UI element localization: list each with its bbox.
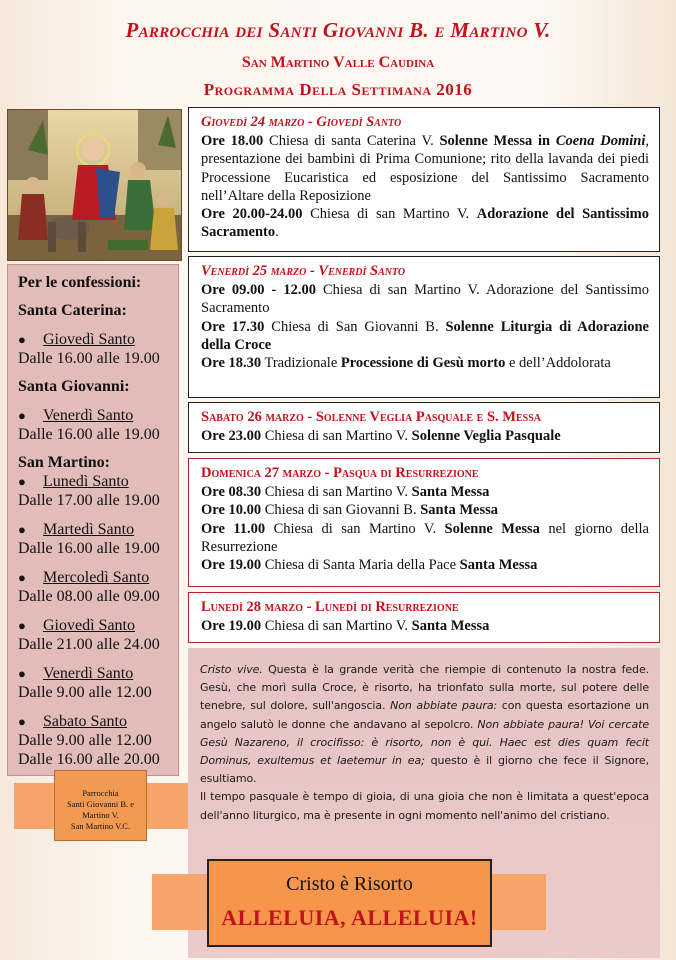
- banner-line-1: Cristo è Risorto: [286, 873, 413, 895]
- stamp-line: Parrocchia: [82, 788, 119, 798]
- event-line: Ore 23.00 Chiesa di san Martino V. Solenne Veglia Pasquale: [201, 428, 561, 445]
- list-item: [18, 616, 178, 635]
- event-title: Lunedì 28 marzo - Lunedì di Resurrezione: [201, 599, 459, 615]
- time-range: Dalle 9.00 alle 12.00: [18, 732, 152, 749]
- reflection-paragraph: Il tempo pasquale è tempo di gioia, di una gioia che non è limitata a quest'epoca dell'anno liturgico, ma è presente in ogni momento nell'animo del cristiano.: [200, 790, 649, 822]
- event-title: Domenica 27 marzo - Pasqua di Resurrezione: [201, 465, 479, 481]
- day-label: Sabato Santo: [43, 713, 127, 730]
- time-range: Dalle 08.00 alle 09.00: [18, 588, 160, 605]
- easter-banner: [207, 859, 492, 947]
- banner-ribbon-left: [152, 874, 212, 930]
- parish-stamp: [54, 770, 147, 841]
- list-item: [18, 664, 178, 683]
- bullet-icon: ●: [18, 618, 26, 633]
- place-san-martino: San Martino:: [18, 454, 110, 471]
- bullet-icon: ●: [18, 570, 26, 585]
- list-item: [18, 406, 178, 425]
- time-range: Dalle 17.00 alle 19.00: [18, 492, 160, 509]
- palm-sunday-painting: [7, 109, 182, 261]
- event-saturday: [188, 402, 660, 453]
- day-label: Martedì Santo: [43, 521, 135, 538]
- event-line: Ore 17.30 Chiesa di San Giovanni B. Solenne Liturgia di Adorazione della Croce: [201, 318, 649, 353]
- event-line: Ore 20.00-24.00 Chiesa di san Martino V. Adorazione del Santissimo Sacramento.: [201, 206, 649, 241]
- event-monday: [188, 592, 660, 643]
- event-sunday: [188, 458, 660, 587]
- bullet-icon: ●: [18, 522, 26, 537]
- stamp-ribbon-right: [142, 783, 192, 829]
- bullet-icon: ●: [18, 714, 26, 729]
- event-line: Ore 10.00 Chiesa di san Giovanni B. Santa Messa: [201, 502, 498, 519]
- place-santa-caterina: Santa Caterina:: [18, 302, 127, 319]
- bullet-icon: ●: [18, 474, 26, 489]
- day-label: Venerdì Santo: [43, 407, 134, 424]
- confessions-panel: [7, 264, 179, 776]
- time-range: Dalle 16.00 alle 19.00: [18, 350, 160, 367]
- bullet-icon: ●: [18, 666, 26, 681]
- bullet-icon: ●: [18, 408, 26, 423]
- event-line: Ore 08.30 Chiesa di san Martino V. Santa Messa: [201, 484, 490, 501]
- stamp-line: Santi Giovanni B. e: [66, 799, 135, 809]
- list-item: [18, 568, 178, 587]
- stamp-line: San Martino V.C.: [70, 821, 131, 831]
- list-item: [18, 520, 178, 539]
- list-item: [18, 472, 178, 491]
- town-subtitle: San Martino Valle Caudina: [241, 54, 435, 71]
- event-title: Venerdì 25 marzo - Venerdì Santo: [201, 263, 406, 279]
- place-santa-giovanni: Santa Giovanni:: [18, 378, 130, 395]
- event-friday: [188, 256, 660, 398]
- event-line: Ore 18.30 Tradizionale Processione di Gesù morto e dell’Addolorata: [201, 355, 611, 372]
- event-title: Giovedì 24 marzo - Giovedì Santo: [201, 114, 402, 130]
- event-title: Sabato 26 marzo - Solenne Veglia Pasquale e S. Messa: [201, 409, 541, 425]
- stamp-line: Martino V.: [82, 810, 119, 820]
- event-line: Ore 11.00 Chiesa di san Martino V. Solenne Messa nel giorno della Resurrezione: [201, 520, 649, 555]
- event-line: Ore 09.00 - 12.00 Chiesa di san Martino V. Adorazione del Santissimo Sacramento: [201, 282, 650, 317]
- list-item: [18, 330, 178, 349]
- day-label: Giovedì Santo: [43, 331, 135, 348]
- day-label: Mercoledì Santo: [43, 569, 150, 586]
- event-line: Ore 19.00 Chiesa di Santa Maria della Pace Santa Messa: [201, 557, 538, 574]
- reflection-text: [200, 661, 649, 825]
- day-label: Giovedì Santo: [43, 617, 135, 634]
- time-range: Dalle 21.00 alle 24.00: [18, 636, 160, 653]
- list-item: [18, 712, 178, 731]
- parish-title: Parrocchia dei Santi Giovanni B. e Martino V.: [125, 18, 551, 42]
- event-line: Ore 18.00 Chiesa di santa Caterina V. Solenne Messa in Coena Domini, presentazione dei bambini di Prima Comunione; rito della lavanda dei piedi Processione Eucaristica ed esposizione del Santissimo Sacramento nell’Altare della Reposizione: [201, 133, 650, 204]
- time-range: Dalle 16.00 alle 19.00: [18, 540, 160, 557]
- painting-image: [8, 110, 182, 261]
- event-thursday: [188, 107, 660, 252]
- day-label: Venerdì Santo: [43, 665, 134, 682]
- time-range: Dalle 9.00 alle 12.00: [18, 684, 152, 701]
- time-range: Dalle 16.00 alle 19.00: [18, 426, 160, 443]
- time-range: Dalle 16.00 alle 20.00: [18, 751, 160, 768]
- event-line: Ore 19.00 Chiesa di san Martino V. Santa Messa: [201, 618, 490, 635]
- program-heading: Programma Della Settimana 2016: [203, 80, 473, 99]
- banner-line-2: ALLELUIA, ALLELUIA!: [221, 905, 478, 930]
- banner-ribbon-right: [486, 874, 546, 930]
- confessions-heading: Per le confessioni:: [18, 274, 142, 291]
- bullet-icon: ●: [18, 332, 26, 347]
- day-label: Lunedì Santo: [43, 473, 129, 490]
- reflection-paragraph: Cristo vive. Questa è la grande verità che riempie di contenuto la nostra fede. Gesù, che morì sulla Croce, è risorto, ha trionfato sulla morte, sul potere delle tenebre, sul dolore, sull'angoscia. Non abbiate paura: con questa esortazione un angelo salutò le donne che andavano al sepolcro. Non abbiate paura! Voi cercate Gesù Nazareno, il crocifisso: è risorto, non è qui. Haec est dies quam fecit Dominus, exultemus et laetemur in ea; questo è il giorno che fece il Signore, esultiamo.: [200, 663, 650, 786]
